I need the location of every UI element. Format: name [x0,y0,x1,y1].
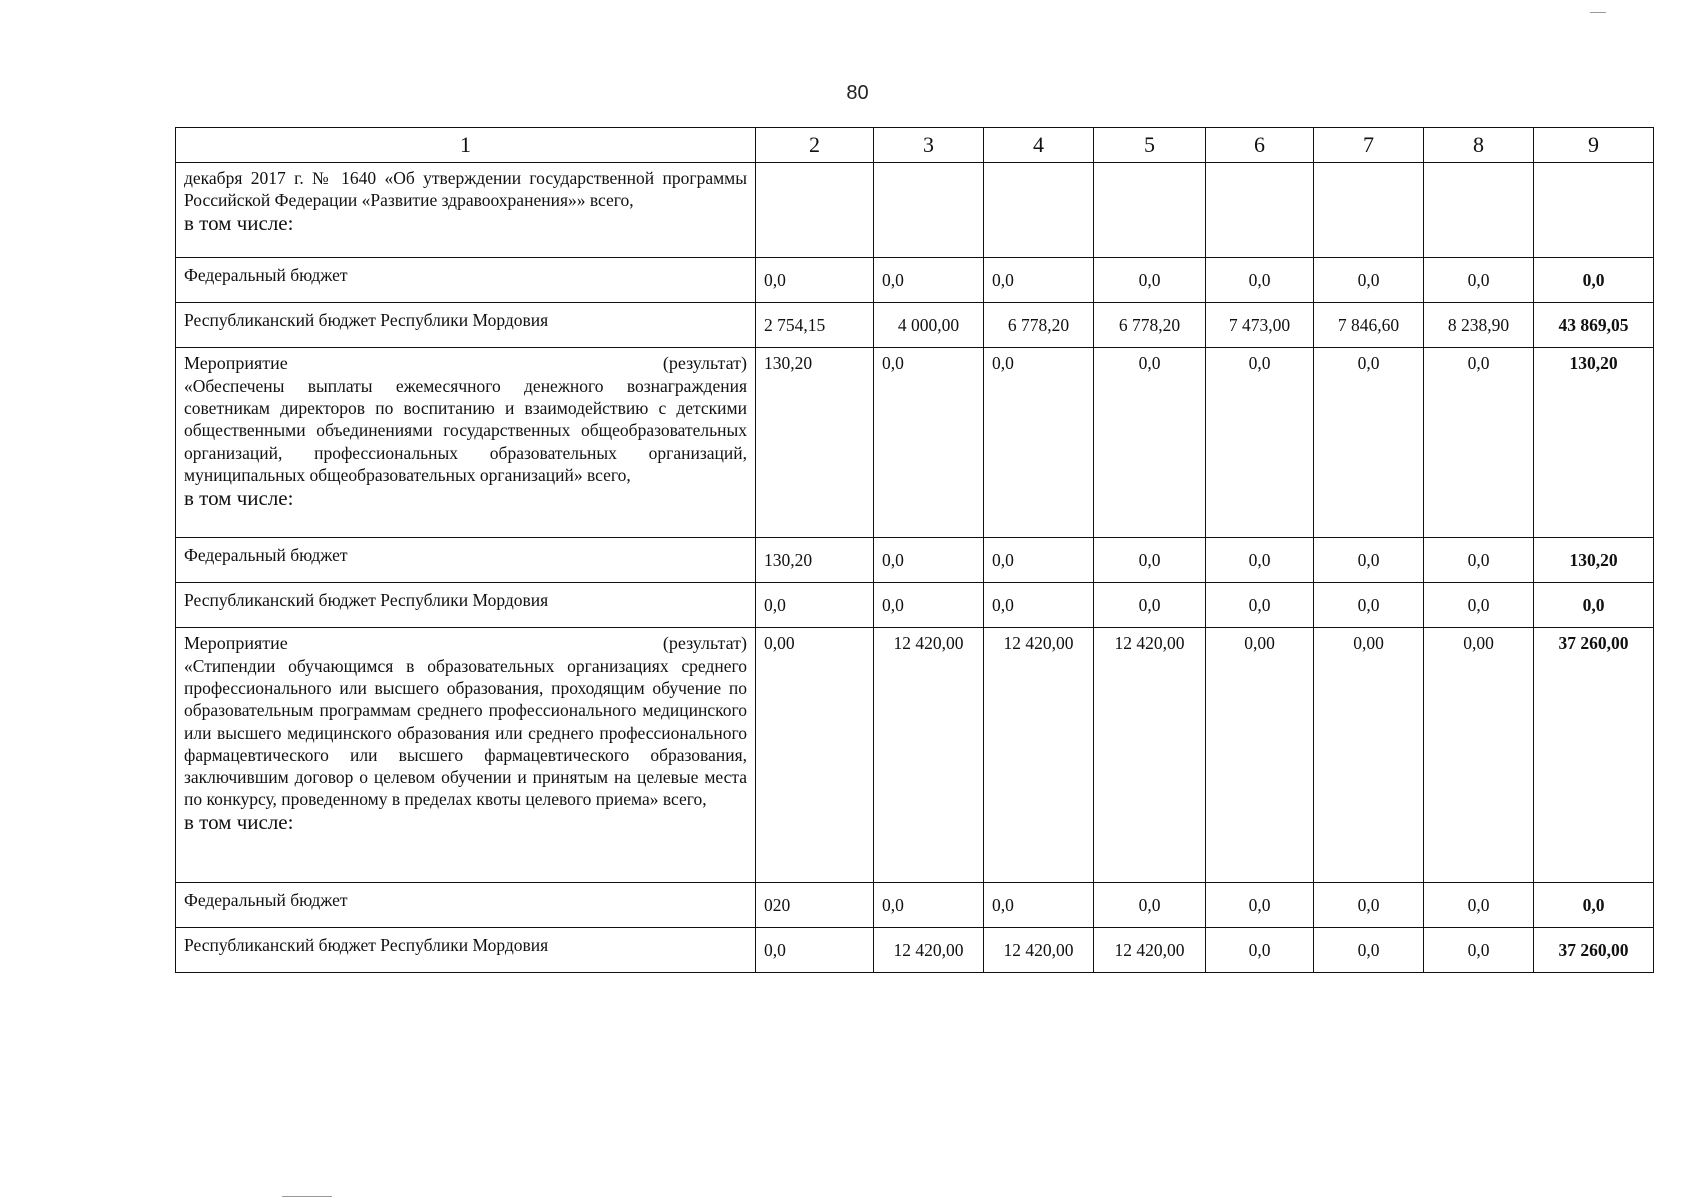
table-cell [1094,163,1206,258]
table-cell: 6 778,20 [1094,303,1206,348]
table-row-sub [176,258,1654,303]
table-cell: 0,00 [1314,628,1424,883]
table-cell: 0,0 [1206,883,1314,928]
table-row-sub [176,538,1654,583]
table-cell: 12 420,00 [1094,628,1206,883]
table-cell: 0,0 [1314,258,1424,303]
table-row-sub [176,303,1654,348]
table-header-row [176,128,1654,163]
table-cell: 0,0 [874,583,984,628]
table-cell: 0,0 [874,258,984,303]
table-cell-total: 0,0 [1534,583,1654,628]
table-cell: 0,0 [874,538,984,583]
row-label: Федеральный бюджет [176,258,756,303]
column-header: 1 [176,128,756,163]
table-cell: 0,0 [1424,583,1534,628]
table-cell [1314,163,1424,258]
table-cell: 0,00 [1424,628,1534,883]
row-label-text: «Стипендии обучающимся в образовательных организациях среднего профессионального или высшего образования, проходящим обучение по образовательным программам среднего профессионального медицинского или высшего медицинского образования или среднего профессионального фармацевтического или высшего фармацевтического образования, заключившим договор о целевом обучении и принятым на целевые места по конкурсу, проведенному в пределах квоты целевого приема» всего, [184,655,747,810]
table-cell: 0,0 [984,258,1094,303]
table-row-item [176,163,1654,258]
table-cell: 0,0 [1424,348,1534,538]
row-label [176,628,756,883]
row-label: Федеральный бюджет [176,883,756,928]
table-cell: 020 [756,883,874,928]
row-label-tail: в том числе: [184,211,294,236]
table-cell-total: 0,0 [1534,258,1654,303]
table-row-sub [176,883,1654,928]
column-header: 6 [1206,128,1314,163]
table-cell: 0,0 [984,583,1094,628]
table-cell-total: 37 260,00 [1534,928,1654,973]
row-label-tail: в том числе: [184,810,294,835]
table-cell: 0,0 [1206,348,1314,538]
row-label-head: Мероприятие [184,633,288,653]
table-row-item [176,628,1654,883]
table-cell: 0,0 [1424,538,1534,583]
table-cell: 7 846,60 [1314,303,1424,348]
column-header: 4 [984,128,1094,163]
table-cell: 0,0 [756,583,874,628]
table-cell: 12 420,00 [874,928,984,973]
row-label-tail: в том числе: [184,485,294,510]
column-header: 7 [1314,128,1424,163]
table-cell-total: 37 260,00 [1534,628,1654,883]
row-label-text: «Обеспечены выплаты ежемесячного денежного вознаграждения советникам директоров по воспитанию и взаимодействию с детскими общественными объединениями государственных общеобразовательных организаций, профессиональных образовательных организаций, муниципальных общеобразовательных организаций» всего, [184,375,747,485]
row-label-head-right: (результат) [662,353,747,373]
table-cell: 0,00 [1206,628,1314,883]
table-cell: 0,0 [1094,538,1206,583]
table-cell: 2 754,15 [756,303,874,348]
row-label [176,163,756,258]
table-cell: 12 420,00 [984,628,1094,883]
column-header: 2 [756,128,874,163]
table-cell: 0,0 [1314,883,1424,928]
table-cell: 0,0 [1206,258,1314,303]
row-label-text: декабря 2017 г. № 1640 «Об утверждении государственной программы Российской Федерации «Развитие здравоохранения»» всего, [184,168,747,211]
table-cell-total [1534,163,1654,258]
row-label: Федеральный бюджет [176,538,756,583]
table-cell: 0,0 [1094,258,1206,303]
column-header: 9 [1534,128,1654,163]
table-cell: 0,0 [1314,583,1424,628]
table-cell: 0,0 [874,348,984,538]
table-cell: 12 420,00 [874,628,984,883]
table-cell: 0,0 [1424,883,1534,928]
scan-artifact-bottom [282,1196,332,1197]
row-label-head-right: (результат) [662,633,747,653]
table-cell: 0,0 [1206,538,1314,583]
table-cell: 12 420,00 [1094,928,1206,973]
table-cell: 0,0 [984,348,1094,538]
table-cell-total: 130,20 [1534,538,1654,583]
table-cell [1206,163,1314,258]
table-cell [874,163,984,258]
table-cell: 0,0 [1424,928,1534,973]
table-cell: 4 000,00 [874,303,984,348]
table-cell: 0,0 [1314,928,1424,973]
table-cell: 0,0 [756,928,874,973]
column-header: 5 [1094,128,1206,163]
row-label: Республиканский бюджет Республики Мордовия [176,583,756,628]
table-cell: 0,0 [1094,883,1206,928]
table-cell: 0,0 [984,883,1094,928]
table-cell: 12 420,00 [984,928,1094,973]
table-row-item [176,348,1654,538]
table-cell: 0,0 [984,538,1094,583]
table-row-sub [176,928,1654,973]
table-cell: 0,0 [1314,538,1424,583]
table-cell [1424,163,1534,258]
budget-table [175,127,1654,973]
column-header: 3 [874,128,984,163]
table-cell: 0,0 [874,883,984,928]
table-cell: 0,0 [1206,583,1314,628]
table-cell: 130,20 [756,348,874,538]
row-label: Республиканский бюджет Республики Мордовия [176,928,756,973]
column-header: 8 [1424,128,1534,163]
table-cell: 0,0 [756,258,874,303]
row-label-head: Мероприятие [184,353,288,373]
scan-artifact-top [1590,12,1606,13]
table-cell: 0,0 [1314,348,1424,538]
table-cell [984,163,1094,258]
table-cell: 6 778,20 [984,303,1094,348]
table-cell-total: 0,0 [1534,883,1654,928]
row-label: Республиканский бюджет Республики Мордовия [176,303,756,348]
table-cell-total: 130,20 [1534,348,1654,538]
page-number: 80 [846,82,869,104]
table-cell: 0,0 [1094,583,1206,628]
table-cell: 0,0 [1094,348,1206,538]
table-cell [756,163,874,258]
table-cell: 7 473,00 [1206,303,1314,348]
table-cell: 130,20 [756,538,874,583]
table-row-sub [176,583,1654,628]
table-cell: 8 238,90 [1424,303,1534,348]
table-cell: 0,0 [1206,928,1314,973]
table-cell: 0,0 [1424,258,1534,303]
row-label [176,348,756,538]
table-cell: 0,00 [756,628,874,883]
table-cell-total: 43 869,05 [1534,303,1654,348]
